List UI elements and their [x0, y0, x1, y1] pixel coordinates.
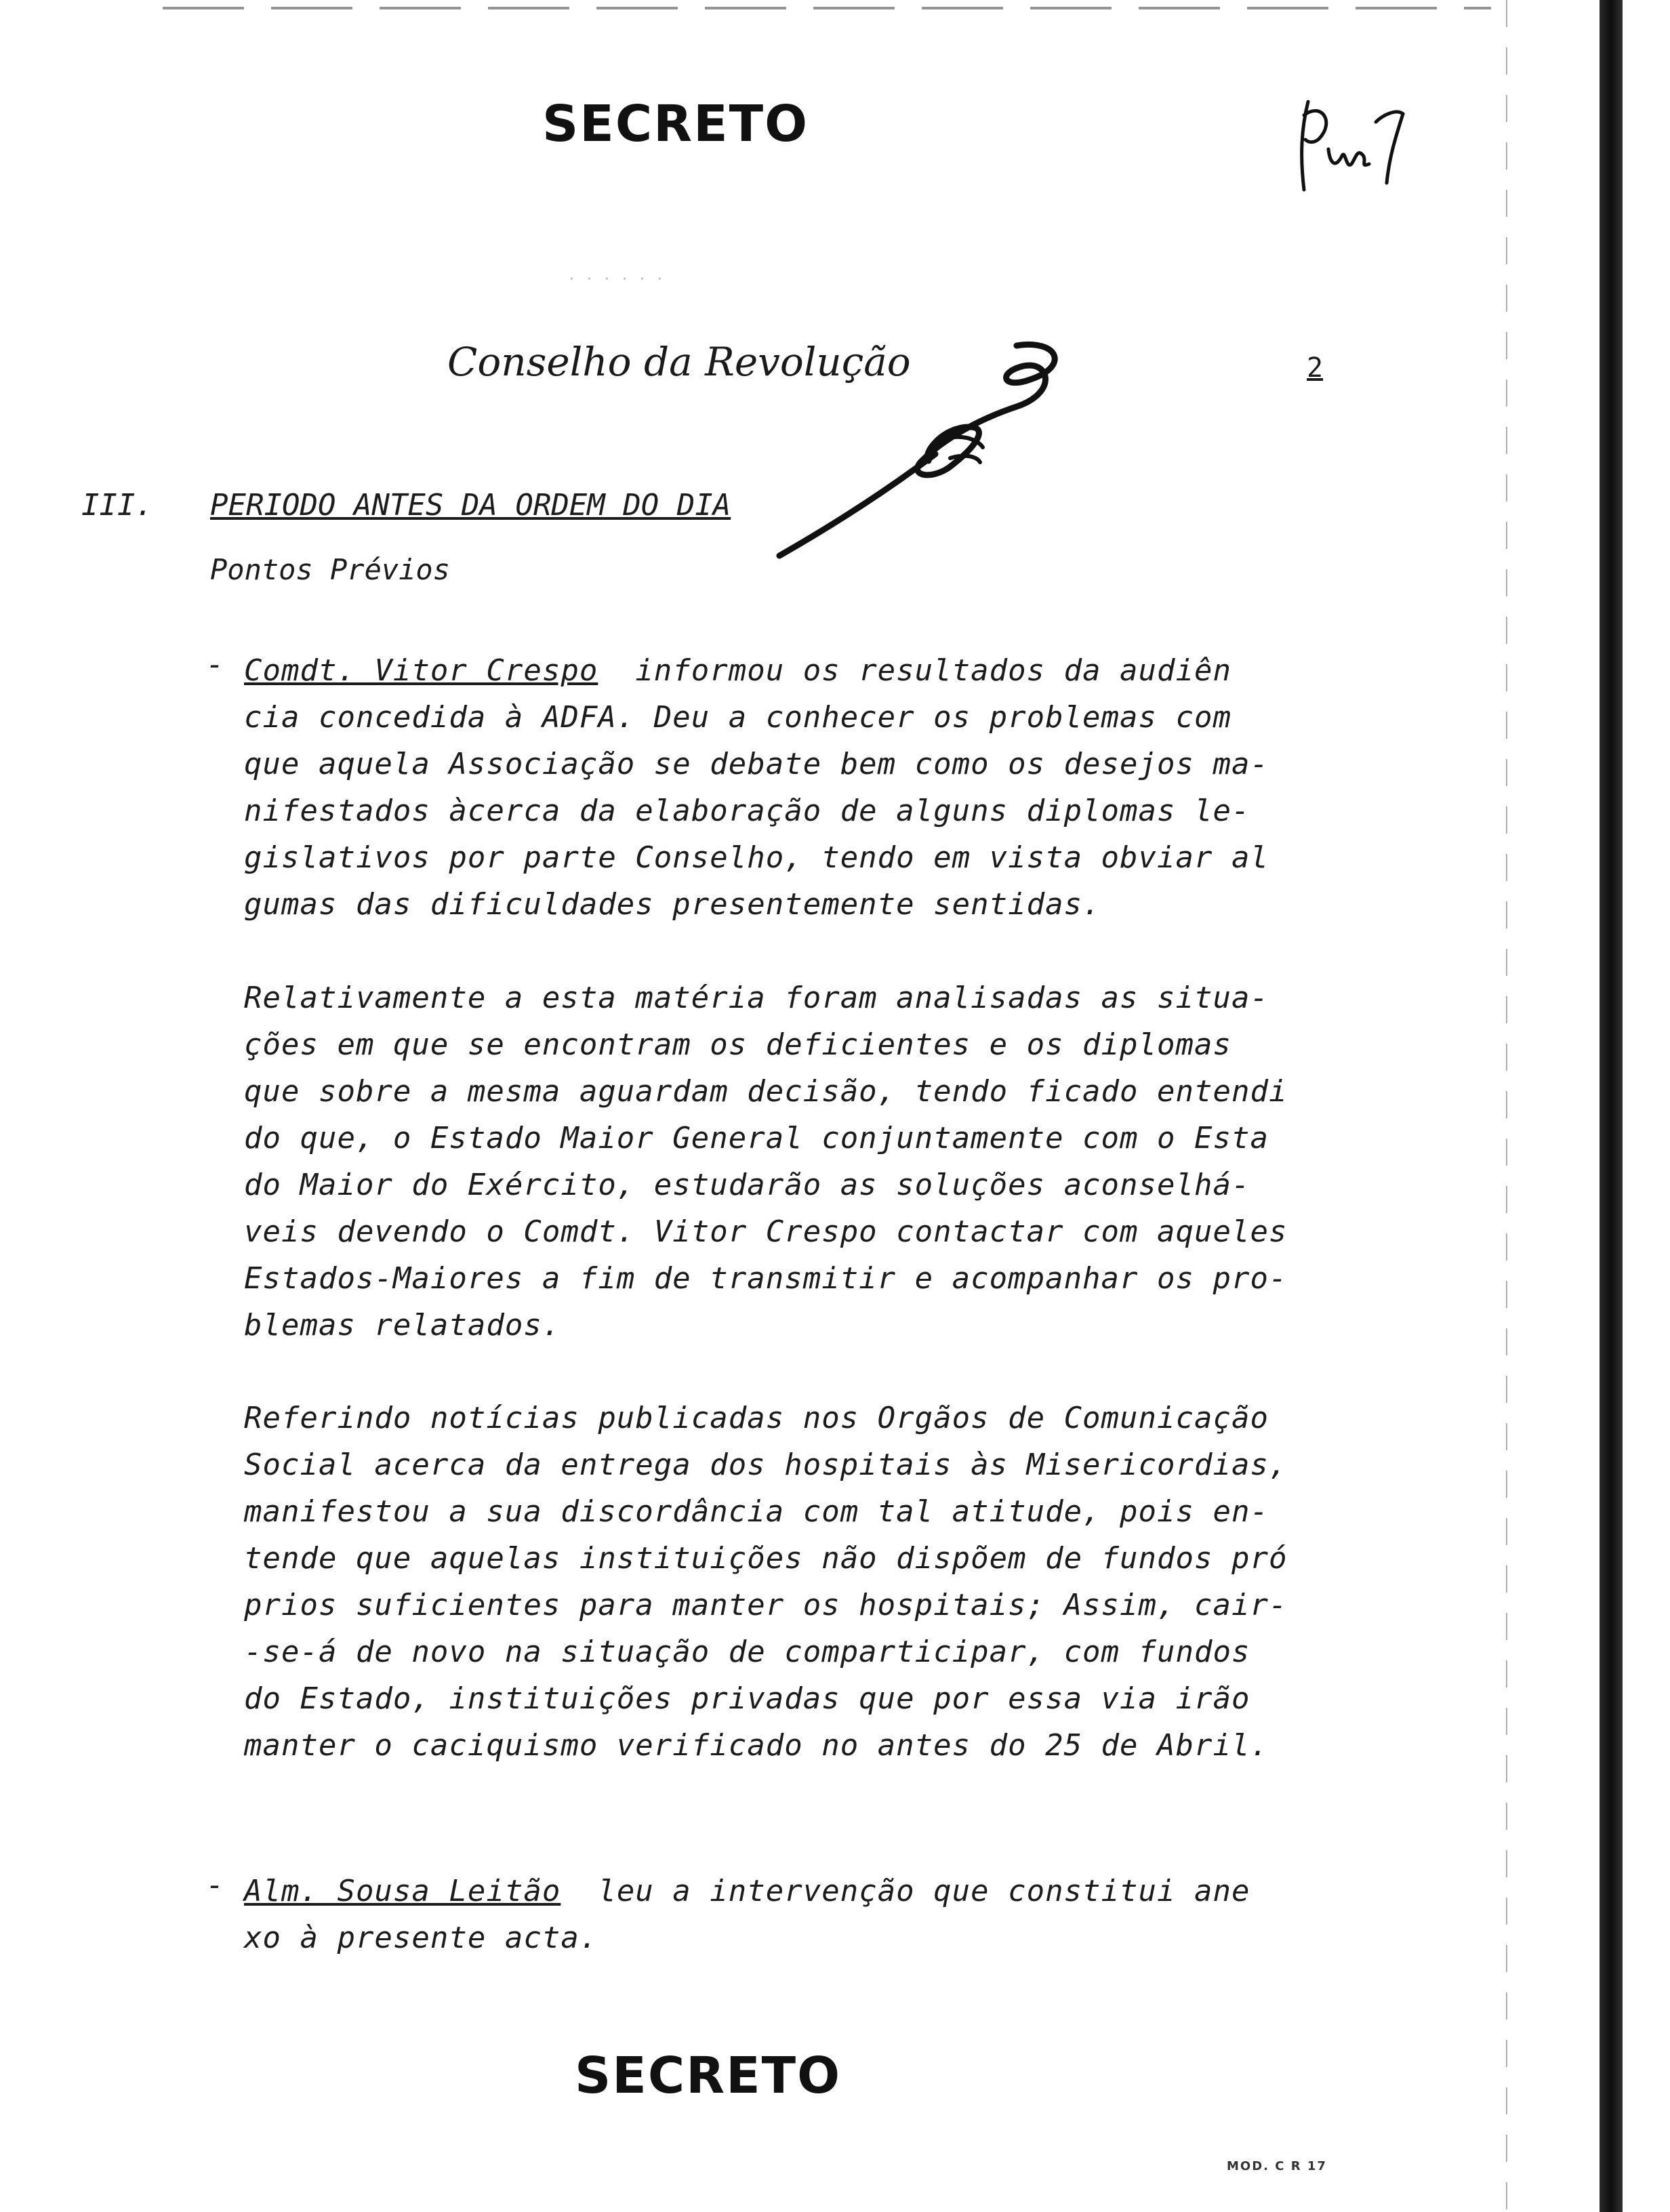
- form-code: MOD. C R 17: [1227, 2159, 1327, 2173]
- paragraph-line: do Estado, instituições privadas que por essa via irão: [244, 1681, 1250, 1716]
- paragraph-line: do que, o Estado Maior General conjuntamente com o Esta: [244, 1121, 1269, 1155]
- paragraph-line: tende que aquelas instituições não dispõem de fundos pró: [244, 1541, 1288, 1576]
- paragraph-line: ções em que se encontram os deficientes e os diplomas: [244, 1027, 1231, 1062]
- section-number: III.: [81, 488, 153, 523]
- item-paragraph: [244, 1395, 1301, 1769]
- classification-header: SECRETO: [542, 95, 809, 153]
- item-bullet: -: [206, 1868, 224, 1902]
- paragraph-line: [244, 1868, 1301, 1914]
- speaker-name: Comdt. Vitor Crespo: [244, 653, 598, 688]
- paragraph-line: Social acerca da entrega dos hospitais às Misericordias,: [244, 1448, 1288, 1482]
- paragraph-line: manifestou a sua discordância com tal atitude, pois en-: [244, 1494, 1269, 1529]
- page-number: 2: [1307, 352, 1324, 384]
- paragraph-line: gislativos por parte Conselho, tendo em vista obviar al: [244, 840, 1269, 875]
- paragraph-line: nifestados àcerca da elaboração de alguns diplomas le-: [244, 794, 1250, 828]
- paragraph-line: prios suficientes para manter os hospitais; Assim, cair-: [244, 1588, 1288, 1622]
- item-paragraph: [244, 1868, 1301, 1961]
- signature-scrawl: [773, 325, 1112, 583]
- paragraph-line: que sobre a mesma aguardam decisão, tendo ficado entendi: [244, 1074, 1288, 1109]
- paragraph-line: Estados-Maiores a fim de transmitir e acompanhar os pro-: [244, 1261, 1288, 1296]
- paragraph-line-text: leu a intervenção que constitui ane: [598, 1874, 1250, 1908]
- paragraph-line: veis devendo o Comdt. Vitor Crespo contactar com aqueles: [244, 1214, 1288, 1249]
- handwritten-initials: [1281, 75, 1417, 210]
- letterhead-title: Conselho da Revolução: [447, 339, 911, 385]
- paragraph-line: que aquela Associação se debate bem como os desejos ma-: [244, 747, 1269, 781]
- item-paragraph: [244, 647, 1301, 928]
- paragraph-line: cia concedida à ADFA. Deu a conhecer os problemas com: [244, 700, 1231, 735]
- paragraph-line-text: informou os resultados da audiên: [635, 653, 1231, 688]
- paragraph-line: [244, 647, 1301, 694]
- item-bullet: -: [206, 647, 224, 682]
- paragraph-line: Referindo notícias publicadas nos Orgãos de Comunicação: [244, 1401, 1269, 1435]
- section-heading: [81, 488, 731, 523]
- paragraph-line: xo à presente acta.: [244, 1921, 598, 1955]
- scan-binding-edge: [1600, 0, 1623, 2212]
- paragraph-line: gumas das dificuldades presentemente sentidas.: [244, 887, 1101, 922]
- classification-footer: SECRETO: [575, 2047, 842, 2105]
- section-subtitle: Pontos Prévios: [210, 553, 451, 586]
- section-title: PERIODO ANTES DA ORDEM DO DIA: [210, 488, 731, 523]
- paragraph-line: manter o caciquismo verificado no antes do 25 de Abril.: [244, 1728, 1269, 1763]
- scan-fold-line: [1506, 0, 1507, 2212]
- paragraph-line: -se-á de novo na situação de comparticipar, com fundos: [244, 1635, 1250, 1669]
- paragraph-line: do Maior do Exército, estudarão as soluções aconselhá-: [244, 1168, 1250, 1202]
- item-paragraph: [244, 975, 1301, 1349]
- paragraph-line: blemas relatados.: [244, 1308, 561, 1343]
- speaker-name: Alm. Sousa Leitão: [244, 1874, 561, 1908]
- paragraph-line: Relativamente a esta matéria foram analisadas as situa-: [244, 981, 1269, 1015]
- scan-top-edge: [163, 7, 1491, 9]
- faint-stamp-trace: · · · · · ·: [569, 271, 666, 288]
